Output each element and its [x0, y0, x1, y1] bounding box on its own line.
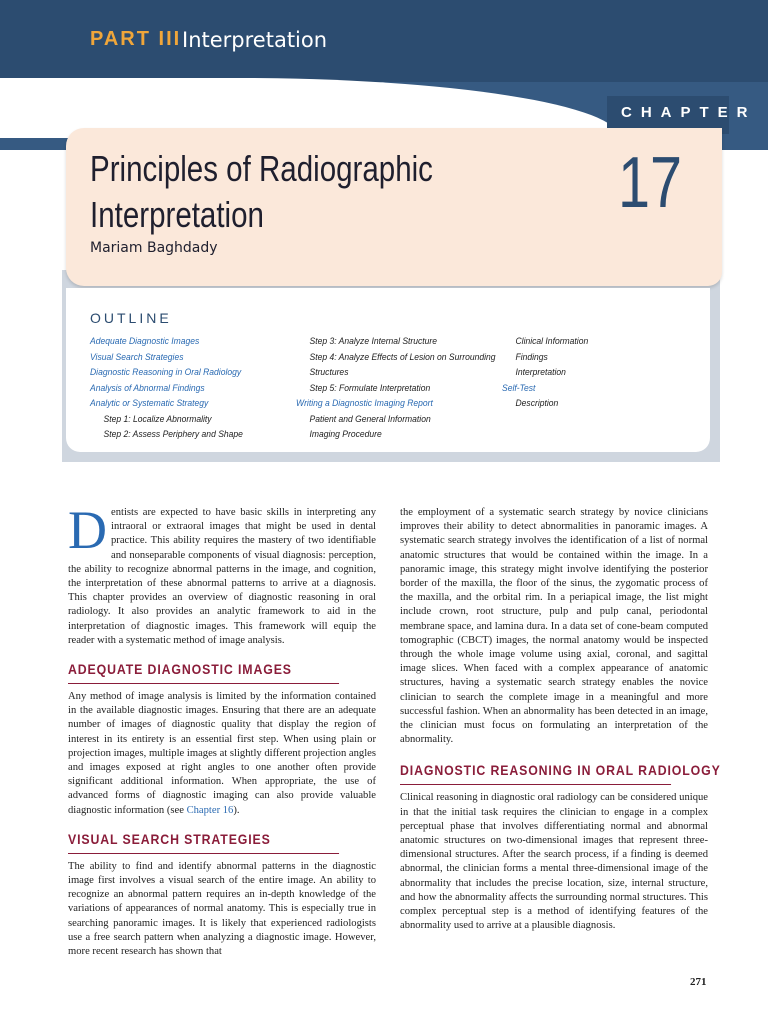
outline-item[interactable]: Diagnostic Reasoning in Oral Radiology: [90, 367, 242, 378]
outline-item[interactable]: Self-Test: [502, 382, 536, 394]
chapter-16-link[interactable]: Chapter 16: [186, 804, 234, 816]
body-column-right: [400, 506, 721, 933]
outline-item: Step 1: Localize Abnormality: [103, 413, 212, 425]
section-visual-search-text: The ability to find and identify abnormal patterns in the diagnostic image first involves a visual search of the entire image. An ability to recognize an abnormal pattern requires an in-depth knowledge of the variations of appearances of normal anatomy. This is especially true in searching panoramic images. It is likely that experienced radiologists use a free search pattern when analyzing a diagnostic image. However, more recent research has shown that: [68, 860, 376, 958]
section-diagnostic-reasoning-text: Clinical reasoning in diagnostic oral radiology can be considered unique in that the initial task requires the clinician to engage in a complex perceptual phase that involves differentiating normal and abnormal anatomic structures on two-dimensional images that represent three-dimensional structures. After the search process, if a finding is deemed abnormal, the clinician forms a mental three-dimensional image of the abnormality that includes the precise location, size, internal structure, and how the abnormality affects the surrounding normal structures. This complex perceptual step is a method of identifying features of the abnormality used to arrive at a plausible diagnosis.: [400, 792, 708, 932]
outline-column-2: [296, 334, 496, 443]
section-heading-adequate-images: ADEQUATE DIAGNOSTIC IMAGES: [68, 662, 339, 684]
outline-item: Step 4: Analyze Effects of Lesion on Surrounding: [309, 351, 496, 363]
section-heading-diagnostic-reasoning: DIAGNOSTIC REASONING IN ORAL RADIOLOGY: [400, 763, 671, 785]
section-adequate-images-text: Any method of image analysis is limited by the information contained in the available diagnostic images. Ensuring that there are an adequate number of images of diagnostic quality that display the region of interest in its entirety is an essential first step. When using plain or projection images, multiple images at slightly different projection angles and images exposed at right angles to one another often provide significant additional information. When appropriate, the use of advanced forms of diagnostic imaging can also provide valuable diagnostic information (see Chapter 16).: [68, 691, 376, 816]
search-strategy-continued: the employment of a systematic search strategy by novice clinicians improves their ability to detect abnormalities in panoramic images. A systematic search strategy involves the identification of a list of normal anatomic structures that would be contained within the image. In a panoramic image, this strategy might involve identifying the posterior border of the maxilla, the floor of the sinus, the zygomatic process of the maxilla, and the orbital rim. In a periapical image, the list might include crown, root structure, pulp and pulp canal, periodontal membrane space, and lamina dura. In a data set of cone-beam computed tomographic (CBCT) images, the normal anatomy would be inspected through the whole image volume using axial, coronal, and sagittal image slices. When faced with a complex appearance of anatomic structures, having a systematic search strategy enables the novice clinician to search the complete image in a meaningful and more successful fashion. When an abnormality has been detected in an image, the clinician must focus on formulating an interpretation of the abnormality.: [400, 507, 708, 746]
outline-item[interactable]: Adequate Diagnostic Images: [90, 336, 200, 347]
outline-item: Interpretation: [515, 367, 566, 378]
part-header: [0, 0, 768, 82]
outline-item[interactable]: Visual Search Strategies: [90, 351, 184, 363]
outline-item: Structures: [309, 367, 349, 378]
part-title: Interpretation: [182, 28, 328, 52]
outline-item: Findings: [515, 351, 548, 363]
outline-item[interactable]: Writing a Diagnostic Imaging Report: [296, 398, 433, 409]
outline-item: Imaging Procedure: [309, 429, 382, 440]
intro-paragraph: [68, 500, 376, 648]
drop-cap: D: [68, 500, 107, 560]
body-column-left: [68, 500, 376, 959]
section-heading-visual-search: VISUAL SEARCH STRATEGIES: [68, 832, 339, 854]
chapter-title: [90, 146, 433, 238]
chapter-label: CHAPTER: [621, 104, 757, 121]
outline-item: Step 5: Formulate Interpretation: [309, 382, 431, 394]
outline-column-1: [90, 334, 243, 443]
outline-heading: OUTLINE: [90, 310, 172, 326]
chapter-number: 17: [618, 143, 683, 223]
outline-item: Clinical Information: [515, 336, 589, 347]
page-number: 271: [690, 976, 707, 988]
outline-item: Patient and General Information: [309, 413, 431, 425]
outline-item[interactable]: Analysis of Abnormal Findings: [90, 382, 205, 394]
chapter-title-line-1: Principles of Radiographic: [90, 148, 433, 189]
outline-item: Step 2: Assess Periphery and Shape: [103, 429, 243, 440]
outline-item: Description: [515, 398, 559, 409]
part-label: PART III: [90, 28, 182, 50]
outline-item[interactable]: Analytic or Systematic Strategy: [90, 398, 209, 409]
outline-column-3: [502, 334, 588, 412]
intro-text: entists are expected to have basic skills in interpreting any intraoral or extraoral images that might be used in dental practice. This ability requires the mastery of two identifiable and nonseparable components of visual diagnosis: perception, the ability to recognize abnormal patterns in the image, and cognition, the interpretation of these abnormal patterns to arrive at a diagnosis. This chapter provides an overview of diagnostic reasoning in oral radiology. It also provides an analytic framework to aid in the interpretation of diagnostic images. This framework will equip the reader with a systematic method of image analysis.: [68, 507, 376, 646]
outline-item: Step 3: Analyze Internal Structure: [309, 336, 438, 347]
chapter-author: Mariam Baghdady: [90, 240, 218, 256]
chapter-title-line-2: Interpretation: [90, 194, 264, 235]
